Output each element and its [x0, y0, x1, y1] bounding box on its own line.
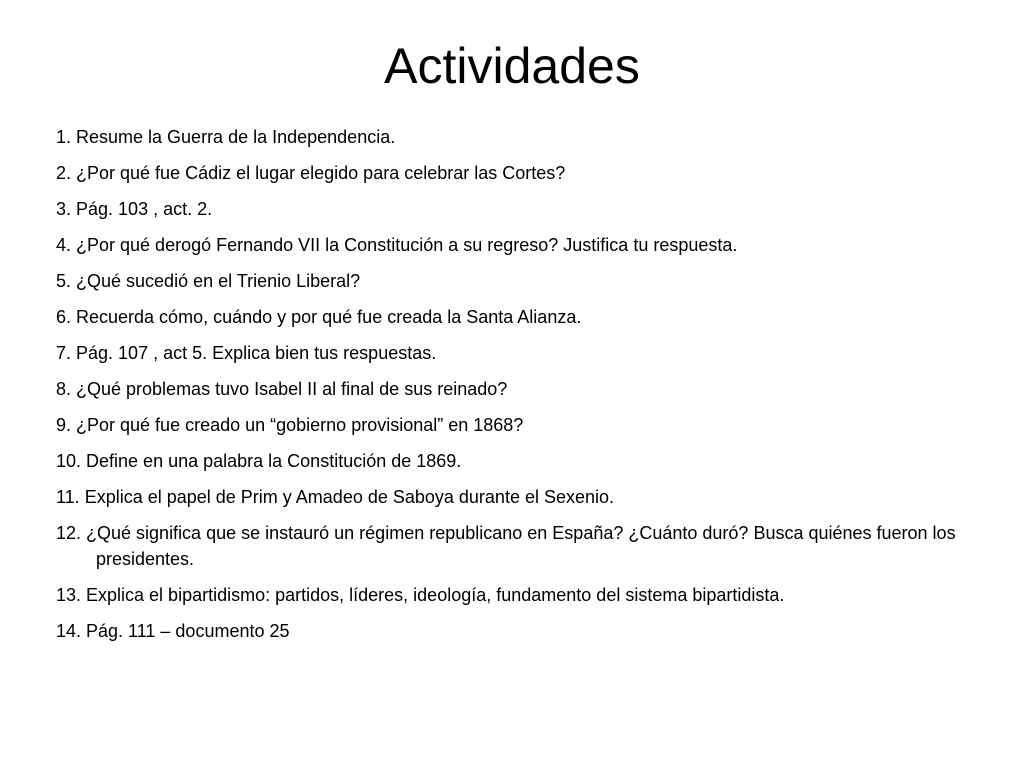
activity-item	[56, 268, 956, 294]
activity-item	[56, 412, 956, 438]
activity-item	[56, 124, 956, 150]
activity-text: 6. Recuerda cómo, cuándo y por qué fue creada la Santa Alianza.	[56, 307, 582, 327]
activity-text: 3. Pág. 103 , act. 2.	[56, 199, 213, 219]
activity-item	[56, 582, 956, 608]
activity-text: 13. Explica el bipartidismo: partidos, líderes, ideología, fundamento del sistema bipartidista.	[56, 585, 785, 605]
activity-text: 8. ¿Qué problemas tuvo Isabel II al final de sus reinado?	[56, 379, 508, 399]
activity-text: 7. Pág. 107 , act 5. Explica bien tus respuestas.	[56, 343, 437, 363]
activity-list	[56, 124, 956, 654]
activity-text: 11. Explica el papel de Prim y Amadeo de Saboya durante el Sexenio.	[56, 487, 615, 507]
activity-item	[56, 484, 956, 510]
activity-text: 4. ¿Por qué derogó Fernando VII la Constitución a su regreso? Justifica tu respuesta.	[56, 235, 738, 255]
activity-item	[56, 160, 956, 186]
activity-text: 10. Define en una palabra la Constitución de 1869.	[56, 451, 462, 471]
activity-item	[56, 376, 956, 402]
activity-item	[56, 304, 956, 330]
slide-title: Actividades	[384, 38, 640, 94]
activity-item	[56, 232, 956, 258]
activity-item	[56, 618, 956, 644]
activity-text: 2. ¿Por qué fue Cádiz el lugar elegido para celebrar las Cortes?	[56, 163, 566, 183]
activity-item	[56, 196, 956, 222]
activity-text: 9. ¿Por qué fue creado un “gobierno provisional” en 1868?	[56, 415, 524, 435]
activity-text: 5. ¿Qué sucedió en el Trienio Liberal?	[56, 271, 361, 291]
activity-text: 12. ¿Qué significa que se instauró un régimen republicano en España? ¿Cuánto duró? Busca quiénes fueron los presidentes.	[56, 523, 956, 569]
activity-text: 1. Resume la Guerra de la Independencia.	[56, 127, 396, 147]
activity-item	[56, 340, 956, 366]
activity-item	[56, 448, 956, 474]
activity-text: 14. Pág. 111 – documento 25	[56, 621, 290, 641]
activity-item	[56, 520, 956, 572]
